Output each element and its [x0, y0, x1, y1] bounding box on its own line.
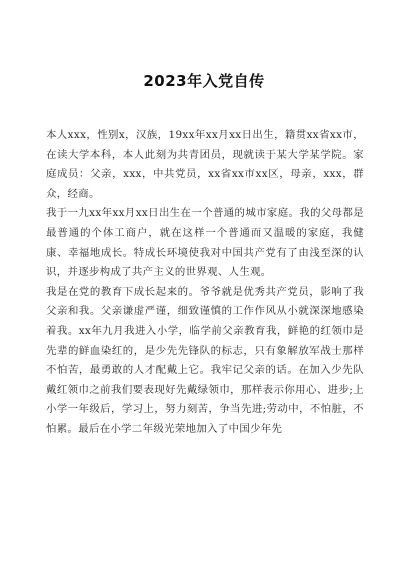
paragraph-education: 我是在党的教育下成长起来的。爷爷就是优秀共产党员，影响了我父亲和我。父亲谦虚严谨，细致谨慎的工作作风从小就深深地感染着我。xx年九月我进入小学，临学前父亲教育我，鲜艳的红领巾是先辈的鲜血染红的，是少先先锋队的标志，只有象解放军战士那样不怕苦，最勇敢的人才配戴上它。我牢记父亲的话。在加入少先队戴红领巾之前我们要表现好先戴绿领巾，那样表示你用心、进步;上小学一年级后，学习上，努力刻苦，争当先进;劳动中，不怕脏，不怕累。最后在小学二年级光荣地加入了中国少年先: [46, 285, 364, 435]
document-body: [46, 126, 364, 440]
document-title: 2023年入党自传: [143, 72, 265, 90]
paragraph-personal-info: 本人xxx，性别x，汉族，19xx年xx月xx日出生，籍贯xx省xx市，在读大学本科，本人此刻为共青团员，现就读于某大学某学院。家庭成员：父亲，xxx，中共党员，xx省xx市xx区，母亲，xxx，群众，经商。: [46, 129, 364, 200]
paragraph-family-background: 我于一九xx年xx月xx日出生在一个普通的城市家庭。我的父母都是最普通的个体工商户，就在这样一个普通而又温暖的家庭，我健康、幸福地成长。特成长环境使我对中国共产党有了由浅至深的认识，并逐步构成了共产主义的世界观、人生观。: [46, 207, 364, 279]
